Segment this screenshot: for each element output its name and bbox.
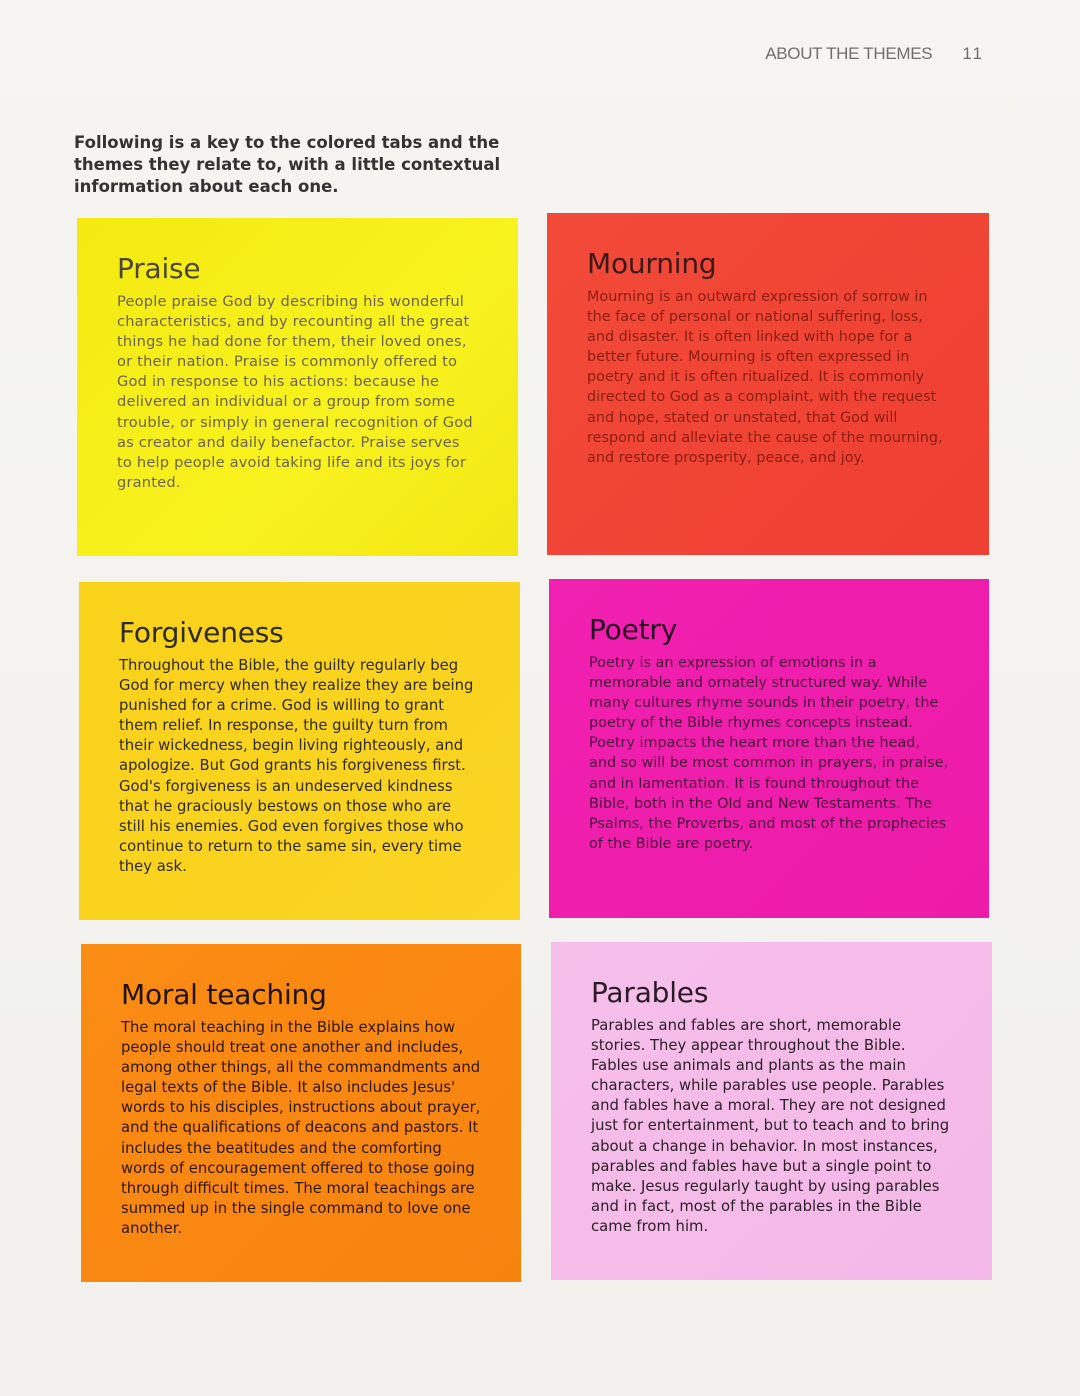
theme-description: Mourning is an outward expression of sorrow in the face of personal or national suffering, loss, and disaster. It is often linked with hope for a better future. Mourning is often expressed in poetry and it is often ritualized. It is commonly directed to God as a complaint, with the request and hope, stated or unstated, that God will respond and alleviate the cause of the mourning, and restore prosperity, peace, and joy.	[587, 289, 943, 466]
section-title: ABOUT THE THEMES	[765, 44, 933, 63]
theme-description: Poetry is an expression of emotions in a memorable and ornately structured way. While many cultures rhyme sounds in their poetry, the poetry of the Bible rhymes concepts instead. Poetry impacts the heart more than the head, and so will be most common in prayers, in praise, and in lamentation. It is found throughout the Bible, both in the Old and New Testaments. The Psalms, the Proverbs, and most of the prophecies of the Bible are poetry.	[589, 655, 949, 852]
theme-card-poetry	[549, 579, 989, 918]
theme-description: Parables and fables are short, memorable stories. They appear throughout the Bible. Fables use animals and plants as the main characters, while parables use people. Parables and fables have a moral. They are not designed just for entertainment, but to teach and to bring about a change in behavior. In most instances, parables and fables have but a single point to make. Jesus regularly taught by using parables and in fact, most of the parables in the Bible came from him.	[591, 1017, 950, 1235]
theme-title: Praise	[117, 252, 201, 285]
running-head	[765, 44, 984, 64]
theme-title: Forgiveness	[119, 616, 284, 649]
theme-title: Parables	[591, 976, 709, 1009]
theme-card-praise	[77, 218, 518, 556]
theme-description: The moral teaching in the Bible explains how people should treat one another and includes, among other things, all the commandments and legal texts of the Bible. It also includes Jesus' words to his disciples, instructions about prayer, and the qualifications of deacons and pastors. It includes the beatitudes and the comforting words of encouragement offered to those going through difficult times. The moral teachings are summed up in the single command to love one another.	[121, 1019, 481, 1237]
theme-card-forgiveness	[79, 582, 520, 920]
theme-description: People praise God by describing his wonderful characteristics, and by recounting all the great things he had done for them, their loved ones, or their nation. Praise is commonly offered to God in response to his actions: because he delivered an individual or a group from some trouble, or simply in general recognition of God as creator and daily benefactor. Praise serves to help people avoid taking life and its joys for granted.	[117, 293, 473, 491]
intro-text: Following is a key to the colored tabs and the themes they relate to, with a little contextual information about each one.	[74, 133, 501, 196]
theme-card-moral-teaching	[81, 944, 521, 1282]
theme-title: Poetry	[589, 613, 678, 646]
theme-card-parables	[551, 942, 992, 1280]
theme-card-mourning	[547, 213, 989, 555]
theme-description: Throughout the Bible, the guilty regularly beg God for mercy when they realize they are being punished for a crime. God is willing to grant them relief. In response, the guilty turn from their wickedness, begin living righteously, and apologize. But God grants his forgiveness first. God's forgiveness is an undeserved kindness that he graciously bestows on those who are still his enemies. God even forgives those who continue to return to the same sin, every time they ask.	[119, 657, 474, 875]
theme-title: Moral teaching	[121, 978, 327, 1011]
theme-title: Mourning	[587, 247, 717, 280]
page-number: 11	[962, 44, 984, 63]
